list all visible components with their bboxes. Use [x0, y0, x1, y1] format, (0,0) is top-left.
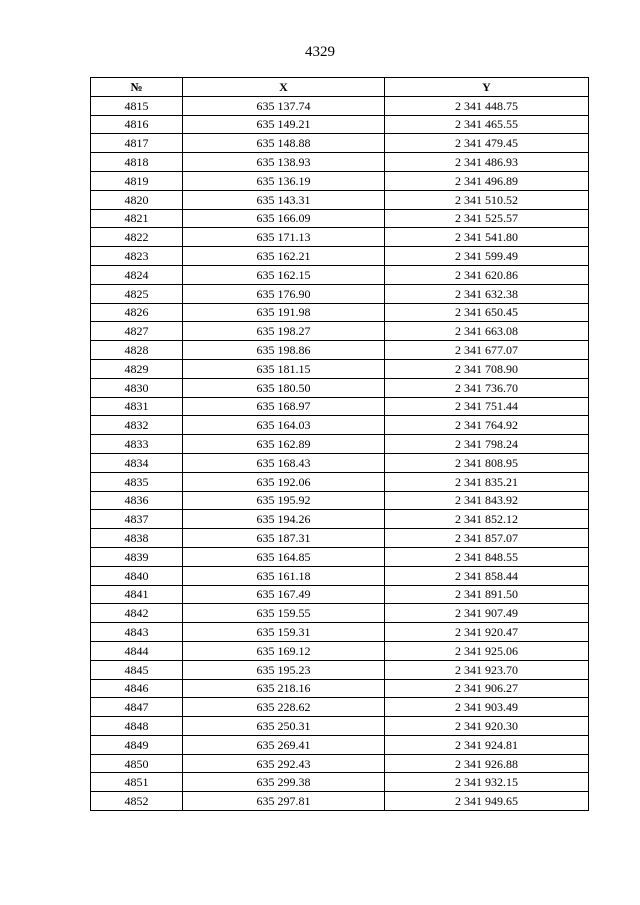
x-coordinate-cell: 635 269.41: [183, 735, 385, 754]
y-coordinate-cell: 2 341 907.49: [385, 604, 589, 623]
table-row: [91, 510, 589, 529]
table-row: [91, 529, 589, 548]
y-coordinate-cell: 2 341 764.92: [385, 416, 589, 435]
table-row: [91, 641, 589, 660]
x-coordinate-cell: 635 191.98: [183, 303, 385, 322]
x-coordinate-cell: 635 176.90: [183, 284, 385, 303]
point-number-cell: 4826: [91, 303, 183, 322]
x-coordinate-cell: 635 161.18: [183, 566, 385, 585]
y-coordinate-cell: 2 341 852.12: [385, 510, 589, 529]
table-row: [91, 153, 589, 172]
y-coordinate-cell: 2 341 486.93: [385, 153, 589, 172]
table-row: [91, 453, 589, 472]
column-header-x: X: [183, 78, 385, 97]
table-row: [91, 773, 589, 792]
table-row: [91, 284, 589, 303]
table-row: [91, 604, 589, 623]
point-number-cell: 4841: [91, 585, 183, 604]
table-row: [91, 491, 589, 510]
point-number-cell: 4850: [91, 754, 183, 773]
table-row: [91, 623, 589, 642]
y-coordinate-cell: 2 341 677.07: [385, 341, 589, 360]
x-coordinate-cell: 635 250.31: [183, 717, 385, 736]
point-number-cell: 4830: [91, 378, 183, 397]
y-coordinate-cell: 2 341 920.30: [385, 717, 589, 736]
point-number-cell: 4828: [91, 341, 183, 360]
x-coordinate-cell: 635 162.15: [183, 265, 385, 284]
point-number-cell: 4819: [91, 171, 183, 190]
point-number-cell: 4832: [91, 416, 183, 435]
point-number-cell: 4824: [91, 265, 183, 284]
y-coordinate-cell: 2 341 808.95: [385, 453, 589, 472]
point-number-cell: 4846: [91, 679, 183, 698]
y-coordinate-cell: 2 341 858.44: [385, 566, 589, 585]
x-coordinate-cell: 635 162.21: [183, 247, 385, 266]
x-coordinate-cell: 635 292.43: [183, 754, 385, 773]
x-coordinate-cell: 635 137.74: [183, 96, 385, 115]
y-coordinate-cell: 2 341 903.49: [385, 698, 589, 717]
x-coordinate-cell: 635 162.89: [183, 435, 385, 454]
x-coordinate-cell: 635 138.93: [183, 153, 385, 172]
table-row: [91, 96, 589, 115]
point-number-cell: 4820: [91, 190, 183, 209]
point-number-cell: 4835: [91, 472, 183, 491]
y-coordinate-cell: 2 341 923.70: [385, 660, 589, 679]
x-coordinate-cell: 635 194.26: [183, 510, 385, 529]
x-coordinate-cell: 635 171.13: [183, 228, 385, 247]
point-number-cell: 4837: [91, 510, 183, 529]
point-number-cell: 4836: [91, 491, 183, 510]
y-coordinate-cell: 2 341 906.27: [385, 679, 589, 698]
x-coordinate-cell: 635 149.21: [183, 115, 385, 134]
table-row: [91, 735, 589, 754]
x-coordinate-cell: 635 195.23: [183, 660, 385, 679]
y-coordinate-cell: 2 341 925.06: [385, 641, 589, 660]
table-row: [91, 134, 589, 153]
point-number-cell: 4847: [91, 698, 183, 717]
x-coordinate-cell: 635 159.31: [183, 623, 385, 642]
x-coordinate-cell: 635 181.15: [183, 359, 385, 378]
y-coordinate-cell: 2 341 736.70: [385, 378, 589, 397]
point-number-cell: 4831: [91, 397, 183, 416]
x-coordinate-cell: 635 218.16: [183, 679, 385, 698]
table-row: [91, 792, 589, 811]
table-row: [91, 698, 589, 717]
point-number-cell: 4817: [91, 134, 183, 153]
point-number-cell: 4827: [91, 322, 183, 341]
page-number: 4329: [305, 44, 335, 60]
y-coordinate-cell: 2 341 848.55: [385, 547, 589, 566]
table-row: [91, 171, 589, 190]
x-coordinate-cell: 635 180.50: [183, 378, 385, 397]
y-coordinate-cell: 2 341 920.47: [385, 623, 589, 642]
coordinates-table: [90, 77, 589, 811]
y-coordinate-cell: 2 341 599.49: [385, 247, 589, 266]
table-row: [91, 209, 589, 228]
y-coordinate-cell: 2 341 663.08: [385, 322, 589, 341]
table-body: [91, 96, 589, 810]
table-row: [91, 247, 589, 266]
y-coordinate-cell: 2 341 798.24: [385, 435, 589, 454]
x-coordinate-cell: 635 169.12: [183, 641, 385, 660]
y-coordinate-cell: 2 341 620.86: [385, 265, 589, 284]
x-coordinate-cell: 635 148.88: [183, 134, 385, 153]
point-number-cell: 4839: [91, 547, 183, 566]
y-coordinate-cell: 2 341 857.07: [385, 529, 589, 548]
x-coordinate-cell: 635 198.27: [183, 322, 385, 341]
point-number-cell: 4848: [91, 717, 183, 736]
point-number-cell: 4822: [91, 228, 183, 247]
x-coordinate-cell: 635 168.97: [183, 397, 385, 416]
table-row: [91, 472, 589, 491]
table-row: [91, 717, 589, 736]
point-number-cell: 4842: [91, 604, 183, 623]
x-coordinate-cell: 635 167.49: [183, 585, 385, 604]
x-coordinate-cell: 635 187.31: [183, 529, 385, 548]
y-coordinate-cell: 2 341 708.90: [385, 359, 589, 378]
y-coordinate-cell: 2 341 479.45: [385, 134, 589, 153]
y-coordinate-cell: 2 341 448.75: [385, 96, 589, 115]
x-coordinate-cell: 635 164.03: [183, 416, 385, 435]
table-row: [91, 378, 589, 397]
table-row: [91, 754, 589, 773]
table-header-row: [91, 78, 589, 97]
table-row: [91, 435, 589, 454]
table-row: [91, 416, 589, 435]
table-row: [91, 228, 589, 247]
point-number-cell: 4844: [91, 641, 183, 660]
table-row: [91, 322, 589, 341]
table-row: [91, 397, 589, 416]
x-coordinate-cell: 635 168.43: [183, 453, 385, 472]
y-coordinate-cell: 2 341 510.52: [385, 190, 589, 209]
y-coordinate-cell: 2 341 891.50: [385, 585, 589, 604]
x-coordinate-cell: 635 299.38: [183, 773, 385, 792]
y-coordinate-cell: 2 341 932.15: [385, 773, 589, 792]
table-row: [91, 341, 589, 360]
y-coordinate-cell: 2 341 632.38: [385, 284, 589, 303]
y-coordinate-cell: 2 341 541.80: [385, 228, 589, 247]
y-coordinate-cell: 2 341 949.65: [385, 792, 589, 811]
y-coordinate-cell: 2 341 525.57: [385, 209, 589, 228]
point-number-cell: 4823: [91, 247, 183, 266]
point-number-cell: 4851: [91, 773, 183, 792]
table-row: [91, 265, 589, 284]
point-number-cell: 4834: [91, 453, 183, 472]
table-row: [91, 303, 589, 322]
point-number-cell: 4816: [91, 115, 183, 134]
table-row: [91, 190, 589, 209]
x-coordinate-cell: 635 143.31: [183, 190, 385, 209]
point-number-cell: 4838: [91, 529, 183, 548]
x-coordinate-cell: 635 159.55: [183, 604, 385, 623]
x-coordinate-cell: 635 297.81: [183, 792, 385, 811]
x-coordinate-cell: 635 195.92: [183, 491, 385, 510]
table-row: [91, 660, 589, 679]
table-row: [91, 115, 589, 134]
table-row: [91, 679, 589, 698]
table-row: [91, 359, 589, 378]
point-number-cell: 4843: [91, 623, 183, 642]
y-coordinate-cell: 2 341 751.44: [385, 397, 589, 416]
point-number-cell: 4818: [91, 153, 183, 172]
point-number-cell: 4833: [91, 435, 183, 454]
x-coordinate-cell: 635 164.85: [183, 547, 385, 566]
point-number-cell: 4849: [91, 735, 183, 754]
column-header-y: Y: [385, 78, 589, 97]
point-number-cell: 4825: [91, 284, 183, 303]
y-coordinate-cell: 2 341 924.81: [385, 735, 589, 754]
point-number-cell: 4845: [91, 660, 183, 679]
x-coordinate-cell: 635 192.06: [183, 472, 385, 491]
y-coordinate-cell: 2 341 465.55: [385, 115, 589, 134]
x-coordinate-cell: 635 198.86: [183, 341, 385, 360]
x-coordinate-cell: 635 136.19: [183, 171, 385, 190]
point-number-cell: 4840: [91, 566, 183, 585]
y-coordinate-cell: 2 341 843.92: [385, 491, 589, 510]
table-row: [91, 566, 589, 585]
y-coordinate-cell: 2 341 835.21: [385, 472, 589, 491]
column-header-number: №: [91, 78, 183, 97]
table-row: [91, 547, 589, 566]
y-coordinate-cell: 2 341 650.45: [385, 303, 589, 322]
x-coordinate-cell: 635 228.62: [183, 698, 385, 717]
point-number-cell: 4821: [91, 209, 183, 228]
y-coordinate-cell: 2 341 496.89: [385, 171, 589, 190]
x-coordinate-cell: 635 166.09: [183, 209, 385, 228]
point-number-cell: 4829: [91, 359, 183, 378]
table-row: [91, 585, 589, 604]
y-coordinate-cell: 2 341 926.88: [385, 754, 589, 773]
point-number-cell: 4815: [91, 96, 183, 115]
point-number-cell: 4852: [91, 792, 183, 811]
